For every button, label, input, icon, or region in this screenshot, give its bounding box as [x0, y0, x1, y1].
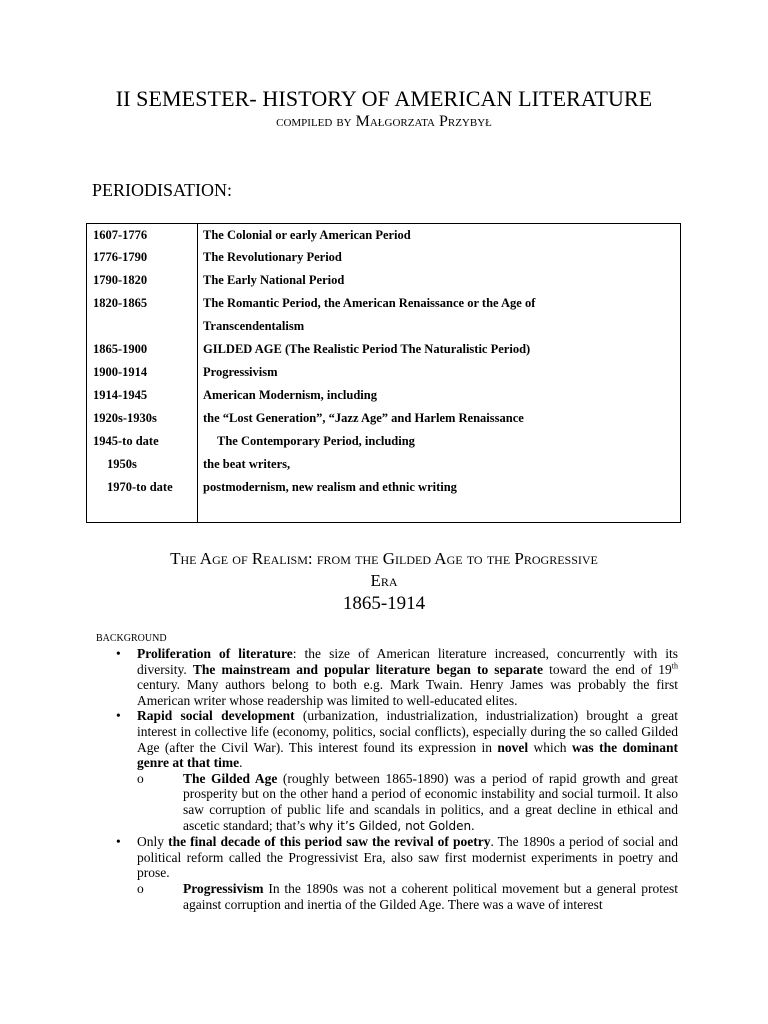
- periodisation-table: [86, 223, 681, 523]
- bold-text: Proliferation of literature: [137, 646, 293, 661]
- bold-text: Rapid social development: [137, 708, 295, 724]
- body-text: (urbanization, industrialization, industrialization) brought a great interest in collective life (economy, politics, social conflicts), especially during the so called Gilded Age (after the Civil War). This interest found its expression in: [137, 708, 678, 755]
- body-text: (roughly between 1865-1890) was a period of rapid growth and great prosperity but on the other hand a period of economic instability and social turmoil. It also saw corruption of public life and scandals in politics, and a great decline in ethical and ascetic standard; that’s: [183, 770, 678, 833]
- sub-bullet-icon: o: [137, 880, 144, 896]
- bold-text: The mainstream and popular literature began to separate: [192, 661, 544, 677]
- section-title: [80, 548, 688, 592]
- sub-bullet-icon: o: [137, 770, 144, 786]
- sans-text: why it’s Gilded, not Golden: [308, 818, 472, 833]
- period-name: The Colonial or early American Period: [203, 228, 411, 242]
- period-date: 1776-1790: [93, 250, 148, 264]
- period-date: 1920s-1930s: [93, 411, 157, 425]
- list-item: [96, 834, 678, 912]
- table-column-divider: [197, 224, 198, 522]
- section-years: 1865-1914: [342, 593, 426, 614]
- period-name: the beat writers,: [203, 457, 291, 471]
- period-name: The Revolutionary Period: [203, 250, 342, 264]
- period-name: postmodernism, new realism and ethnic writing: [203, 480, 457, 494]
- body-text: which: [528, 739, 572, 755]
- body-text: toward the end of 19: [543, 661, 672, 677]
- period-date: 1790-1820: [93, 273, 148, 287]
- section-title-line: Era: [370, 571, 398, 590]
- period-name: American Modernism, including: [203, 388, 377, 402]
- period-name: The Romantic Period, the American Renaissance or the Age of: [203, 296, 536, 310]
- background-list: [96, 646, 678, 912]
- body-text: Only: [137, 834, 169, 850]
- periodisation-heading: PERIODISATION:: [92, 180, 233, 200]
- document-title: II SEMESTER- HISTORY OF AMERICAN LITERATURE: [115, 86, 653, 111]
- period-date: 1607-1776: [93, 228, 148, 242]
- bold-text: The Gilded Age: [183, 770, 278, 786]
- period-name: GILDED AGE (The Realistic Period The Naturalistic Period): [203, 342, 531, 356]
- bold-text: novel: [497, 739, 529, 755]
- period-name: Progressivism: [203, 365, 278, 379]
- bold-text: Progressivism: [183, 880, 264, 896]
- body-text: : the size of American literature increased, concurrently with its diversity.: [137, 646, 679, 677]
- bullet-icon: •: [116, 646, 121, 661]
- period-name: The Contemporary Period, including: [217, 434, 415, 448]
- period-date: 1865-1900: [93, 342, 148, 356]
- body-text: .: [471, 817, 475, 833]
- bullet-icon: •: [116, 834, 121, 850]
- period-date: 1900-1914: [93, 365, 148, 379]
- body-text: . The 1890s a period of social and political reform called the Progressivist Era, also saw first modernist experiments in poetry and prose.: [137, 834, 678, 881]
- superscript: th: [671, 661, 678, 671]
- period-name: Transcendentalism: [203, 319, 305, 333]
- bold-text: was the dominant genre at that time: [137, 739, 679, 771]
- body-text: .: [239, 755, 243, 771]
- period-date: 1950s: [107, 457, 137, 471]
- period-date: 1820-1865: [93, 296, 148, 310]
- period-name: the “Lost Generation”, “Jazz Age” and Harlem Renaissance: [203, 411, 524, 425]
- bold-text: the final decade of this period saw the revival of poetry: [168, 834, 491, 850]
- sub-list-item: [137, 771, 678, 834]
- sub-list-item: [137, 881, 678, 912]
- period-date: 1914-1945: [93, 388, 148, 402]
- bullet-icon: •: [116, 708, 121, 724]
- background-heading: background: [96, 630, 167, 645]
- document-subtitle: compiled by Małgorzata Przybył: [276, 113, 492, 130]
- period-date: 1970-to date: [107, 480, 173, 494]
- body-text: century. Many authors belong to both e.g. Mark Twain. Henry James was probably the first American writer whose readership was limited to well-educated elites.: [137, 677, 678, 708]
- period-name: The Early National Period: [203, 273, 345, 287]
- period-date: 1945-to date: [93, 434, 159, 448]
- section-title-line: The Age of Realism: from the Gilded Age to the Progressive: [170, 549, 598, 568]
- list-item: [96, 708, 678, 834]
- list-item: [96, 646, 678, 708]
- body-text: In the 1890s was not a coherent political movement but a general protest against corruption and inertia of the Gilded Age. There was a wave of interest: [183, 880, 678, 912]
